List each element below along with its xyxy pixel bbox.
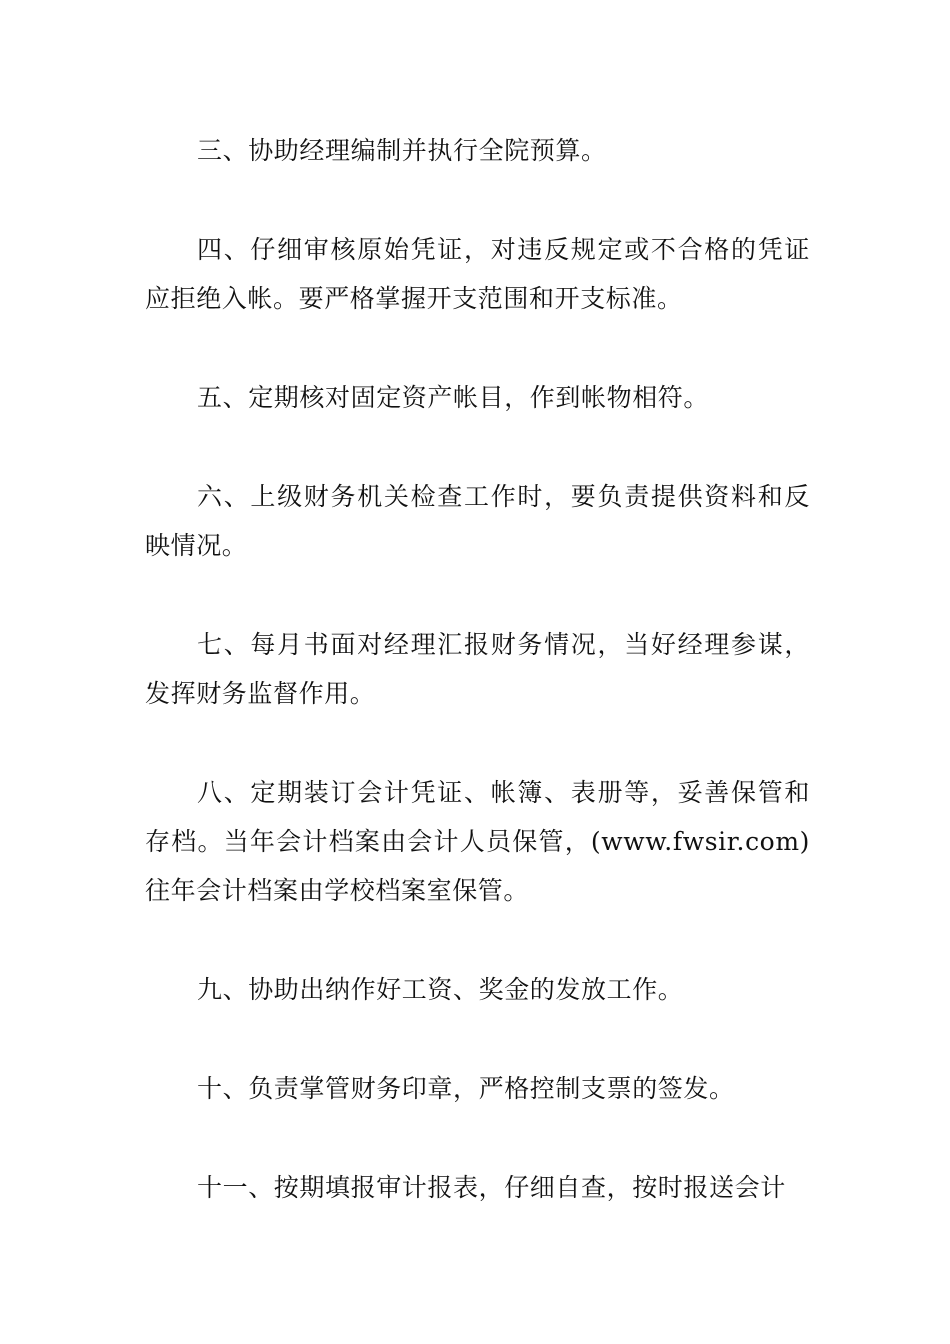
document-body: [145, 126, 810, 1262]
paragraph-7: 七、每月书面对经理汇报财务情况，当好经理参谋，发挥财务监督作用。: [145, 630, 810, 708]
paragraph-8: 八、定期装订会计凭证、帐簿、表册等，妥善保管和存档。当年会计档案由会计人员保管，(www.fwsir.com)往年会计档案由学校档案室保管。: [145, 778, 810, 905]
paragraph-10: 十、负责掌管财务印章，严格控制支票的签发。: [197, 1074, 735, 1103]
paragraph-6: 六、上级财务机关检查工作时，要负责提供资料和反映情况。: [145, 482, 810, 560]
paragraph-5: 五、定期核对固定资产帐目，作到帐物相符。: [197, 383, 710, 412]
paragraph-11: 十一、按期填报审计报表，仔细自查，按时报送会计: [197, 1173, 786, 1202]
paragraph-3: 三、协助经理编制并执行全院预算。: [197, 136, 607, 165]
paragraph-9: 九、协助出纳作好工资、奖金的发放工作。: [197, 975, 684, 1004]
paragraph-4: 四、仔细审核原始凭证，对违反规定或不合格的凭证应拒绝入帐。要严格掌握开支范围和开支标准。: [145, 235, 810, 313]
